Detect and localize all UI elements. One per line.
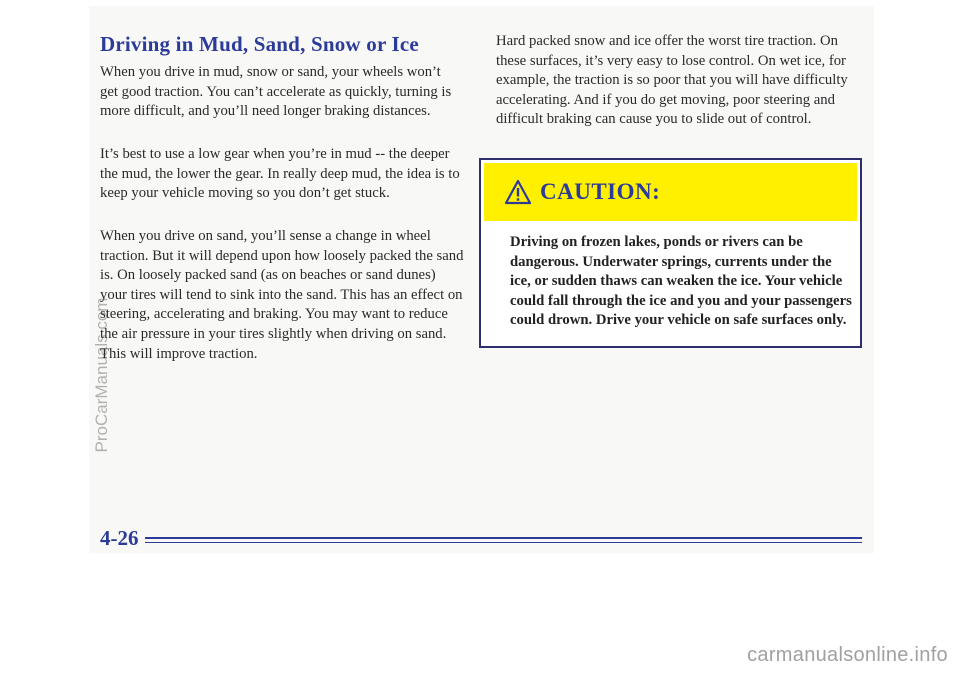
section-title: Driving in Mud, Sand, Snow or Ice bbox=[100, 32, 419, 56]
bottom-watermark: carmanualsonline.info bbox=[747, 644, 948, 666]
warning-triangle-icon bbox=[504, 179, 532, 205]
footer-rule-thin bbox=[145, 542, 862, 543]
caution-box bbox=[479, 158, 862, 348]
paragraph-snow-ice: Hard packed snow and ice offer the worst tire traction. On these surfaces, it’s very easy to lose control. On wet ice, for example, the traction is so poor that you will have difficulty accelerating. And if you do get moving, poor steering and difficult braking can cause you to slide out of control. bbox=[496, 33, 848, 128]
paragraph-low-gear: It’s best to use a low gear when you’re in mud -- the deeper the mud, the lower the gear. In really deep mud, the idea is to keep your vehicle moving so you don’t get stuck. bbox=[100, 146, 460, 202]
paragraph-mud-traction: When you drive in mud, snow or sand, your wheels won’t get good traction. You can’t accelerate as quickly, turning is more difficult, and you’ll need longer braking distances. bbox=[100, 64, 452, 120]
caution-label: CAUTION: bbox=[540, 179, 661, 204]
caution-header bbox=[484, 163, 857, 221]
caution-text: Driving on frozen lakes, ponds or rivers can be dangerous. Underwater springs, currents under the ice, or sudden thaws can weaken the ice. Your vehicle could fall through the ice and you and your passengers could drown. Drive your vehicle on safe surfaces only. bbox=[510, 234, 852, 329]
side-watermark: ProCarManuals.com bbox=[92, 297, 111, 453]
page-number: 4-26 bbox=[100, 526, 139, 550]
footer-rule bbox=[145, 537, 862, 539]
paragraph-sand: When you drive on sand, you’ll sense a change in wheel traction. But it will depend upon how loosely packed the sand is. On loosely packed sand (as on beaches or sand dunes) your tires will tend to sink into the sand. This has an effect on steering, accelerating and braking. You may want to reduce the air pressure in your tires slightly when driving on sand. This will improve traction. bbox=[100, 228, 464, 362]
